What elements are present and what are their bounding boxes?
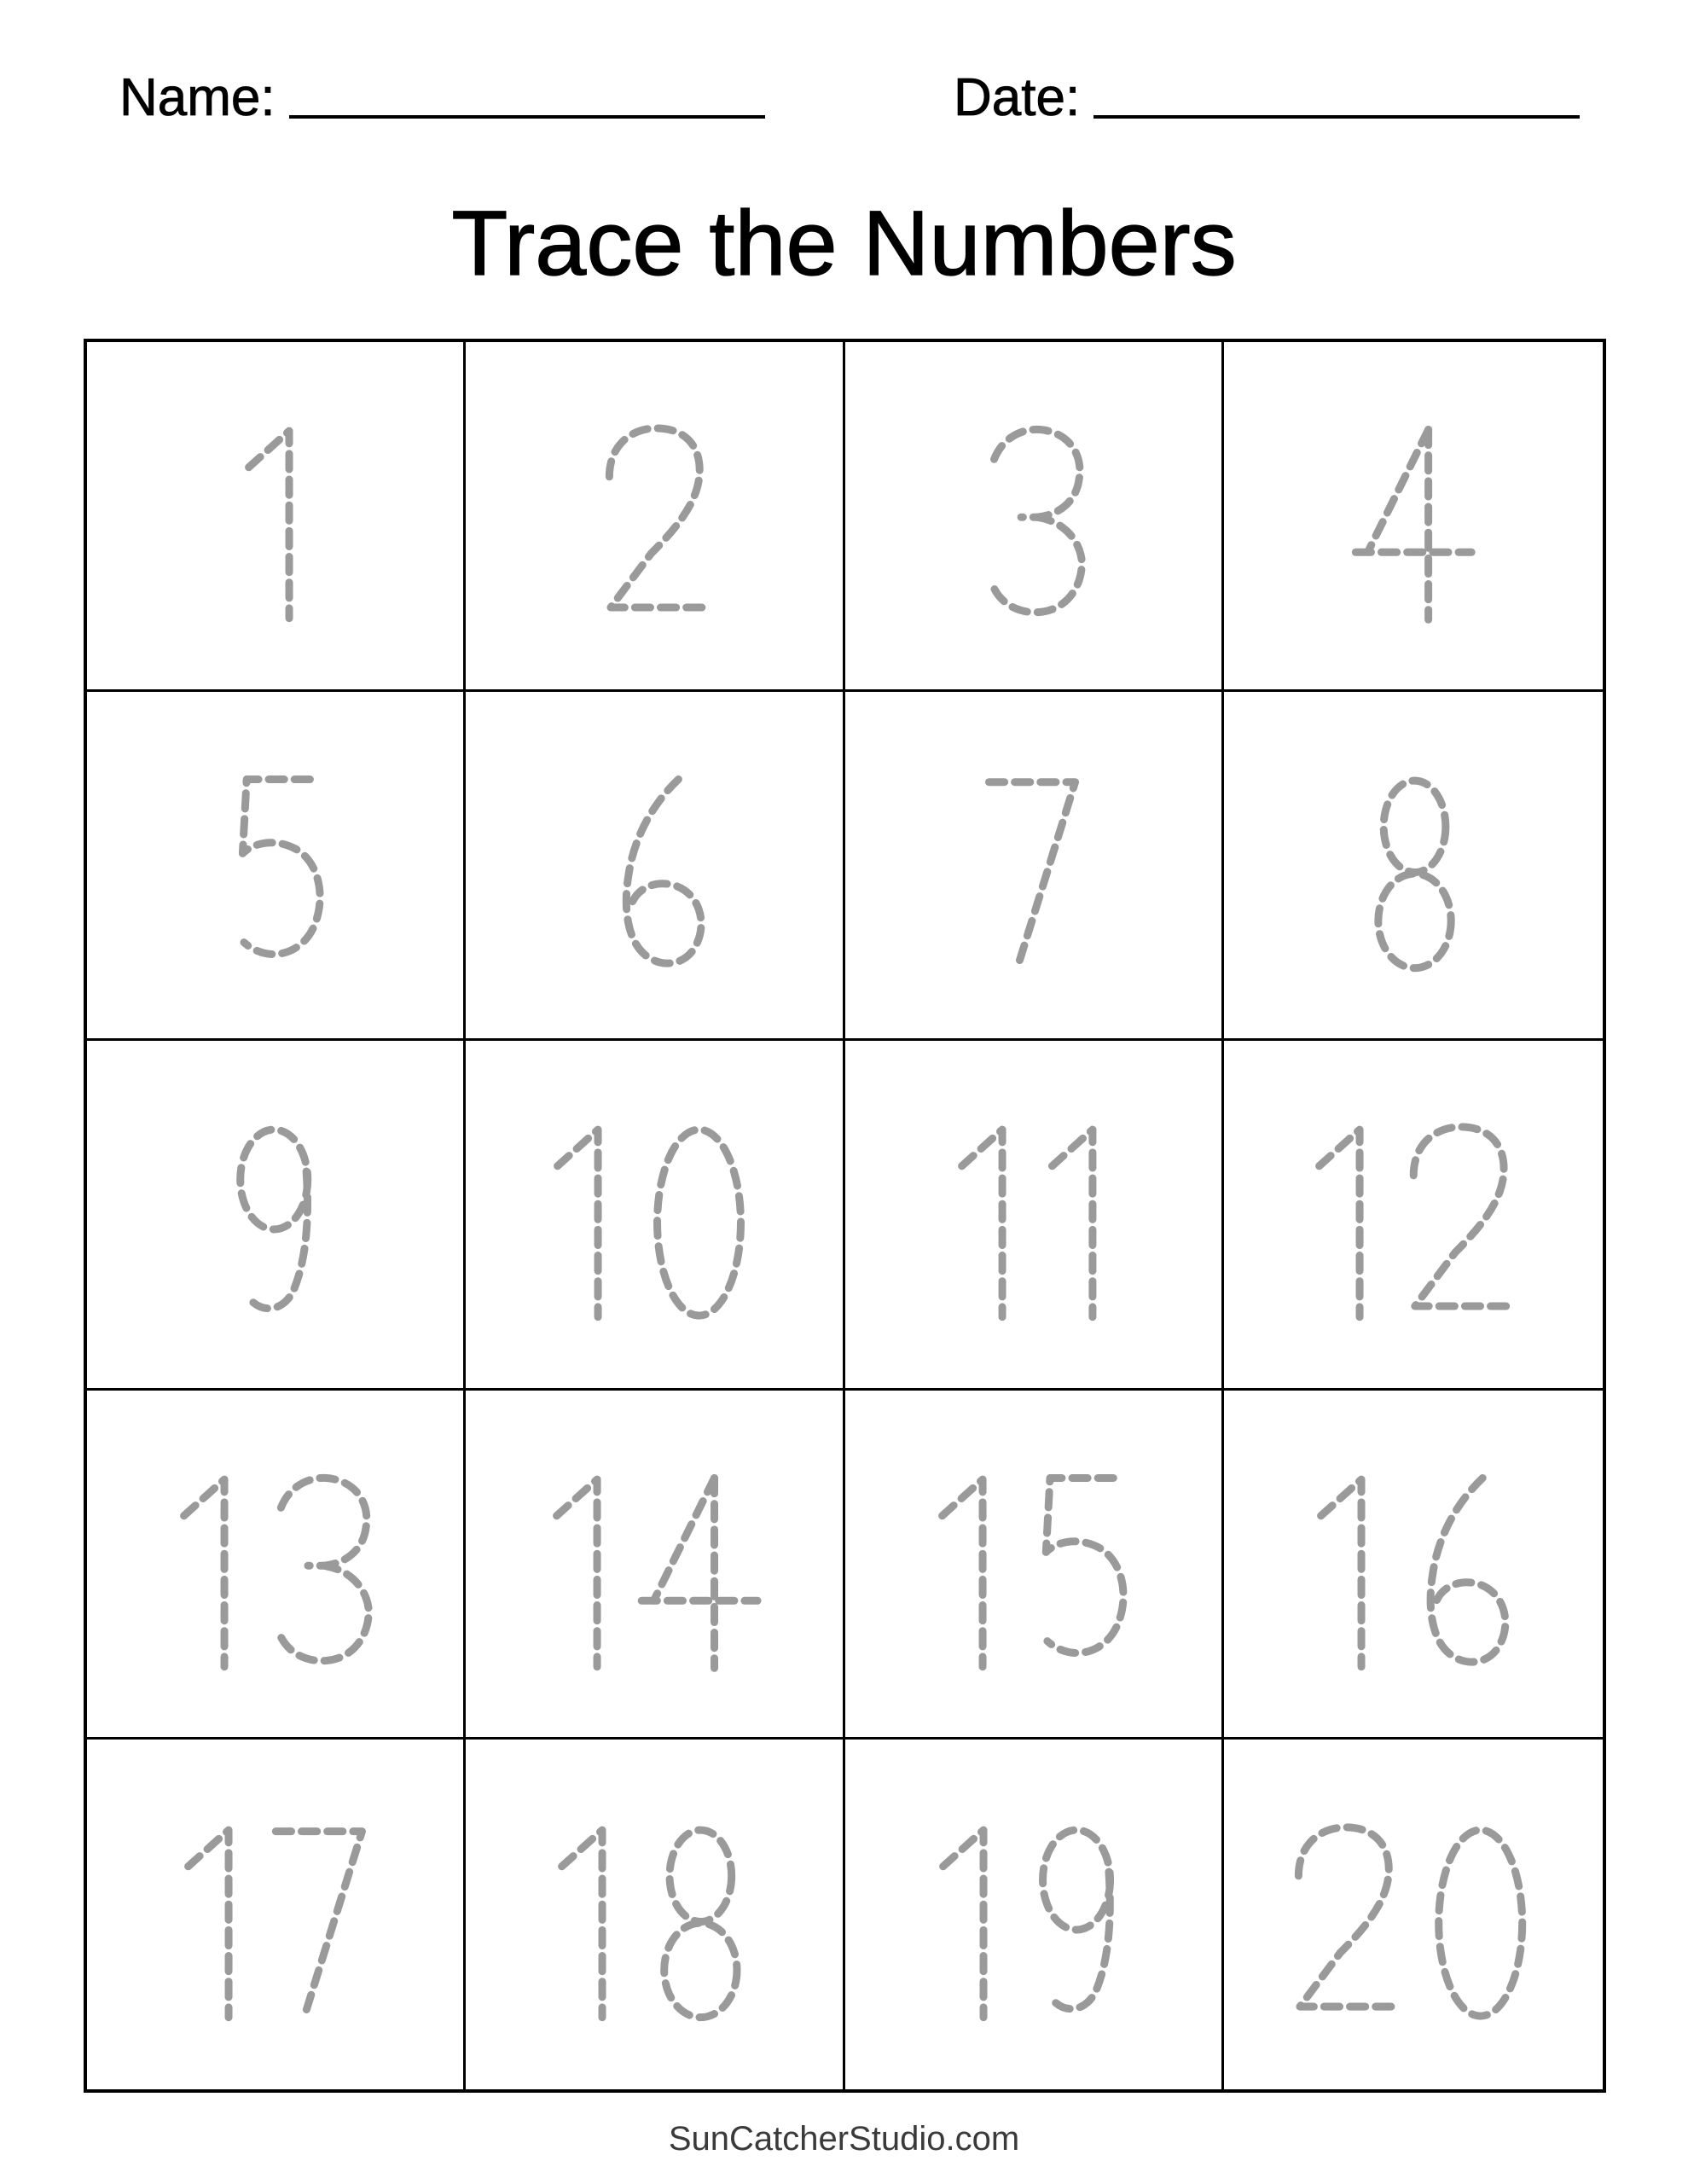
trace-cell-14 xyxy=(466,1391,844,1740)
trace-cell-1 xyxy=(87,342,466,692)
footer-credit: SunCatcherStudio.com xyxy=(668,2120,1020,2158)
trace-number-19-graphic xyxy=(932,1821,1133,2025)
trace-number-2-graphic xyxy=(595,421,713,626)
trace-number-16-graphic xyxy=(1310,1470,1517,1675)
date-label: Date: xyxy=(954,68,1081,127)
trace-cell-5 xyxy=(87,692,466,1042)
trace-cell-12 xyxy=(1224,1041,1603,1391)
trace-cell-17 xyxy=(87,1740,466,2089)
trace-number-20-graphic xyxy=(1284,1821,1542,2025)
trace-cell-3 xyxy=(845,342,1224,692)
trace-cell-19 xyxy=(845,1740,1224,2089)
trace-cell-9 xyxy=(87,1041,466,1391)
trace-number-3-graphic xyxy=(977,421,1090,626)
trace-grid xyxy=(84,339,1606,2093)
trace-cell-7 xyxy=(845,692,1224,1042)
trace-cell-13 xyxy=(87,1391,466,1740)
trace-number-13-graphic xyxy=(173,1470,377,1675)
trace-number-1-graphic xyxy=(238,421,312,626)
name-field xyxy=(119,68,765,127)
trace-number-9-graphic xyxy=(220,1120,331,1325)
trace-cell-6 xyxy=(466,692,844,1042)
date-field xyxy=(954,68,1580,127)
trace-number-18-graphic xyxy=(551,1821,757,2025)
trace-number-12-graphic xyxy=(1308,1120,1517,1325)
trace-number-14-graphic xyxy=(546,1470,763,1675)
trace-cell-2 xyxy=(466,342,844,692)
trace-cell-8 xyxy=(1224,692,1603,1042)
trace-cell-20 xyxy=(1224,1740,1603,2089)
trace-number-10-graphic xyxy=(547,1120,761,1325)
trace-cell-11 xyxy=(845,1041,1224,1391)
trace-number-8-graphic xyxy=(1355,771,1471,976)
trace-number-15-graphic xyxy=(931,1470,1135,1675)
name-label: Name: xyxy=(119,68,276,127)
trace-number-6-graphic xyxy=(596,771,712,976)
trace-number-17-graphic xyxy=(177,1821,373,2025)
name-underline xyxy=(289,115,765,119)
trace-cell-16 xyxy=(1224,1391,1603,1740)
trace-number-11-graphic xyxy=(951,1120,1116,1325)
trace-number-4-graphic xyxy=(1350,421,1477,626)
trace-cell-4 xyxy=(1224,342,1603,692)
date-underline xyxy=(1093,115,1580,119)
trace-number-7-graphic xyxy=(981,771,1086,976)
trace-number-5-graphic xyxy=(218,771,332,976)
trace-cell-18 xyxy=(466,1740,844,2089)
trace-cell-10 xyxy=(466,1041,844,1391)
page-title: Trace the Numbers xyxy=(451,191,1237,294)
trace-cell-15 xyxy=(845,1391,1224,1740)
